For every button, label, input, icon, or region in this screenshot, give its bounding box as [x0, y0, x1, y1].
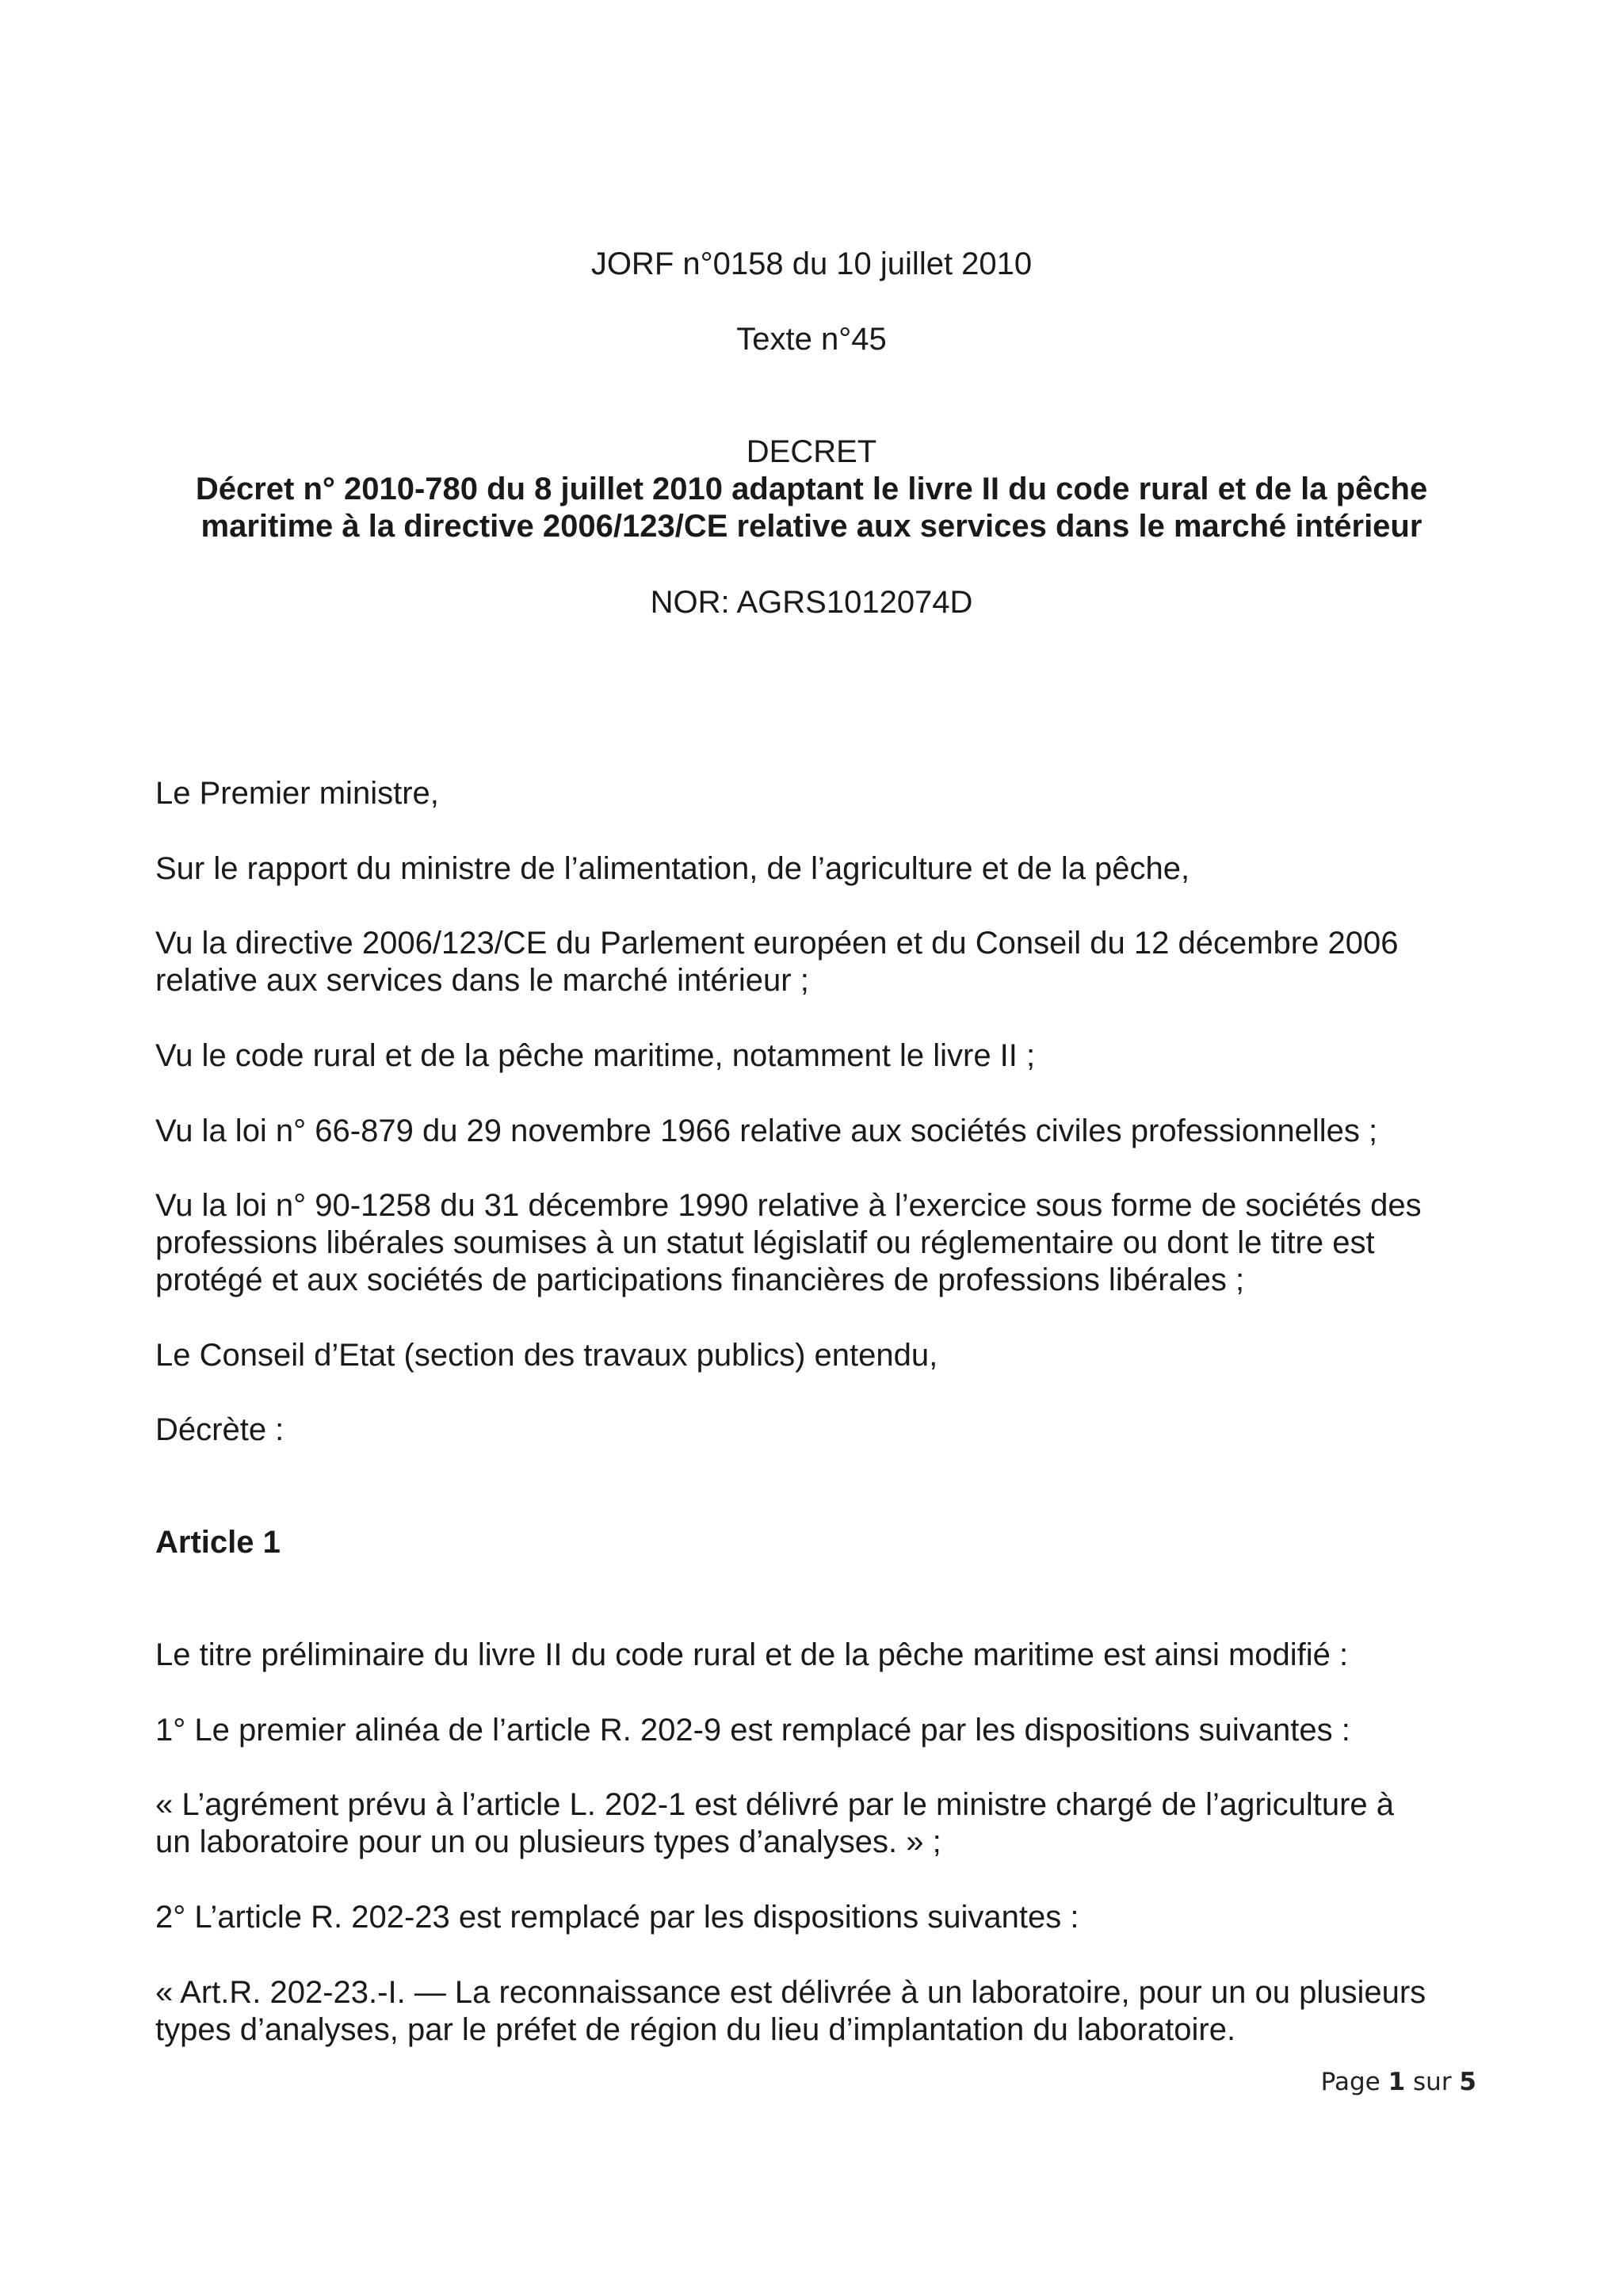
journal-reference: JORF n°0158 du 10 juillet 2010	[590, 246, 1033, 281]
article-1-quote-1-line-1: « L’agrément prévu à l’article L. 202-1 est délivré par le ministre chargé de l’agriculture à	[155, 1787, 1395, 1822]
preamble-rapport: Sur le rapport du ministre de l’alimentation, de l’agriculture et de la pêche,	[155, 851, 1190, 886]
preamble-directive-line-1: Vu la directive 2006/123/CE du Parlement européen et du Conseil du 12 décembre 2006	[155, 926, 1399, 961]
article-1-item-1: 1° Le premier alinéa de l’article R. 202-9 est remplacé par les dispositions suivantes :	[155, 1713, 1350, 1748]
preamble-decrete: Décrète :	[155, 1412, 285, 1447]
decree-title-line-2: maritime à la directive 2006/123/CE relative aux services dans le marché intérieur	[200, 509, 1423, 544]
page-separator: sur	[1413, 2068, 1452, 2096]
preamble-loi-1966: Vu la loi n° 66-879 du 29 novembre 1966 relative aux sociétés civiles professionnelles ;	[155, 1114, 1378, 1148]
article-1-item-2: 2° L’article R. 202-23 est remplacé par les dispositions suivantes :	[155, 1900, 1079, 1935]
page-label: Page	[1320, 2068, 1381, 2096]
page-number	[1321, 2066, 1476, 2098]
preamble-loi-1990-line-1: Vu la loi n° 90-1258 du 31 décembre 1990 relative à l’exercice sous forme de sociétés des	[155, 1188, 1422, 1223]
preamble-conseil-etat: Le Conseil d’Etat (section des travaux publics) entendu,	[155, 1338, 938, 1373]
nor-reference: NOR: AGRS1012074D	[650, 585, 973, 620]
article-1-quote-1-line-2: un laboratoire pour un ou plusieurs types d’analyses. » ;	[155, 1824, 941, 1859]
article-1-quote-2-line-1: « Art.R. 202-23.-I. — La reconnaissance est délivrée à un laboratoire, pour un ou plusieurs	[155, 1975, 1426, 2010]
document-type: DECRET	[746, 434, 877, 469]
article-1-quote-2-line-2: types d’analyses, par le préfet de région du lieu d’implantation du laboratoire.	[155, 2012, 1236, 2047]
preamble-premier-ministre: Le Premier ministre,	[155, 776, 439, 811]
text-number: Texte n°45	[736, 322, 887, 357]
preamble-code-rural: Vu le code rural et de la pêche maritime, notamment le livre II ;	[155, 1038, 1036, 1073]
preamble-directive-line-2: relative aux services dans le marché intérieur ;	[155, 963, 809, 998]
preamble-loi-1990-line-3: protégé et aux sociétés de participations financières de professions libérales ;	[155, 1263, 1245, 1297]
page-total: 5	[1459, 2068, 1476, 2096]
article-1-heading: Article 1	[155, 1525, 281, 1560]
decree-title-line-1: Décret n° 2010-780 du 8 juillet 2010 adaptant le livre II du code rural et de la pêche	[195, 472, 1428, 506]
page-current: 1	[1388, 2068, 1406, 2096]
article-1-intro: Le titre préliminaire du livre II du code rural et de la pêche maritime est ainsi modifié :	[155, 1637, 1349, 1672]
preamble-loi-1990-line-2: professions libérales soumises à un statut législatif ou réglementaire ou dont le titre est	[155, 1225, 1375, 1260]
